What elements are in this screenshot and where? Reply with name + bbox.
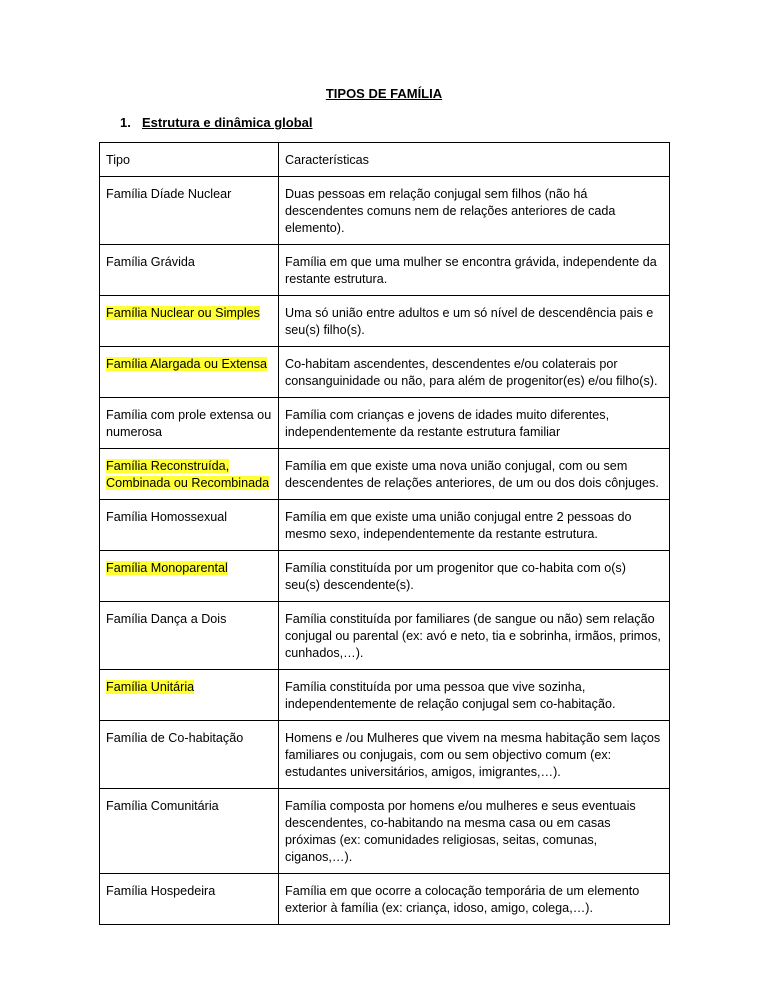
tipo-label: Família Grávida	[106, 255, 195, 269]
cell-tipo	[100, 347, 279, 398]
cell-tipo	[100, 500, 279, 551]
family-types-table	[99, 142, 670, 925]
tipo-label: Família Homossexual	[106, 510, 228, 524]
tipo-label: Família de Co-habitação	[106, 731, 244, 745]
cell-caracteristicas: Família composta por homens e/ou mulheres e seus eventuais descendentes, co-habitando na mesma casa ou em casas próximas (ex: comunidades religiosas, seitas, comunas, ciganos,…).	[279, 789, 670, 874]
cell-tipo	[100, 245, 279, 296]
table-row	[100, 602, 670, 670]
cell-caracteristicas: Família em que existe uma união conjugal entre 2 pessoas do mesmo sexo, independentemente da restante estrutura.	[279, 500, 670, 551]
table-row	[100, 551, 670, 602]
cell-tipo	[100, 874, 279, 925]
cell-tipo	[100, 296, 279, 347]
cell-tipo	[100, 670, 279, 721]
page-title: TIPOS DE FAMÍLIA	[325, 86, 443, 101]
table-row	[100, 789, 670, 874]
table-row	[100, 874, 670, 925]
tipo-label: Família Alargada ou Extensa	[106, 357, 268, 371]
header-cell-caracteristicas: Características	[279, 143, 670, 177]
table-row	[100, 177, 670, 245]
table-row	[100, 296, 670, 347]
cell-caracteristicas: Família constituída por familiares (de sangue ou não) sem relação conjugal ou parental (ex: avó e neto, tia e sobrinha, irmãos, primos, cunhados,…).	[279, 602, 670, 670]
section-number: 1.	[120, 115, 131, 130]
tipo-label: Família Unitária	[106, 680, 195, 694]
cell-caracteristicas: Família em que ocorre a colocação temporária de um elemento exterior à família (ex: criança, idoso, amigo, colega,…).	[279, 874, 670, 925]
cell-caracteristicas: Família com crianças e jovens de idades muito diferentes, independentemente da restante estrutura familiar	[279, 398, 670, 449]
cell-caracteristicas: Família em que existe uma nova união conjugal, com ou sem descendentes de relações anteriores, de um ou dos dois cônjuges.	[279, 449, 670, 500]
table-row	[100, 398, 670, 449]
cell-tipo	[100, 177, 279, 245]
cell-tipo	[100, 551, 279, 602]
cell-tipo	[100, 398, 279, 449]
cell-caracteristicas: Família em que uma mulher se encontra grávida, independente da restante estrutura.	[279, 245, 670, 296]
cell-caracteristicas: Uma só união entre adultos e um só nível de descendência pais e seu(s) filho(s).	[279, 296, 670, 347]
table-body	[100, 143, 670, 925]
tipo-label: Família Nuclear ou Simples	[106, 306, 260, 320]
table-row	[100, 721, 670, 789]
cell-tipo	[100, 602, 279, 670]
tipo-label: Família com prole extensa ou numerosa	[106, 408, 272, 439]
cell-tipo	[100, 789, 279, 874]
table-header-row	[100, 143, 670, 177]
header-cell-tipo: Tipo	[100, 143, 279, 177]
cell-tipo	[100, 449, 279, 500]
section-heading	[120, 115, 313, 130]
cell-caracteristicas: Família constituída por um progenitor que co-habita com o(s) seu(s) descendente(s).	[279, 551, 670, 602]
table-row	[100, 347, 670, 398]
tipo-label: Família Monoparental	[106, 561, 228, 575]
table-row	[100, 449, 670, 500]
table-row	[100, 245, 670, 296]
tipo-label: Família Hospedeira	[106, 884, 216, 898]
table-row	[100, 670, 670, 721]
table-row	[100, 500, 670, 551]
tipo-label: Família Dança a Dois	[106, 612, 227, 626]
section-title: Estrutura e dinâmica global	[142, 115, 313, 130]
cell-caracteristicas: Duas pessoas em relação conjugal sem filhos (não há descendentes comuns nem de relações anteriores de cada elemento).	[279, 177, 670, 245]
tipo-label: Família Reconstruída, Combinada ou Recombinada	[106, 459, 270, 490]
tipo-label: Família Comunitária	[106, 799, 219, 813]
cell-caracteristicas: Família constituída por uma pessoa que vive sozinha, independentemente de relação conjugal sem co-habitação.	[279, 670, 670, 721]
cell-caracteristicas: Homens e /ou Mulheres que vivem na mesma habitação sem laços familiares ou conjugais, com ou sem objectivo comum (ex: estudantes universitários, amigos, imigrantes,…).	[279, 721, 670, 789]
cell-caracteristicas: Co-habitam ascendentes, descendentes e/ou colaterais por consanguinidade ou não, para além de progenitor(es) e/ou filho(s).	[279, 347, 670, 398]
tipo-label: Família Díade Nuclear	[106, 187, 232, 201]
cell-tipo	[100, 721, 279, 789]
